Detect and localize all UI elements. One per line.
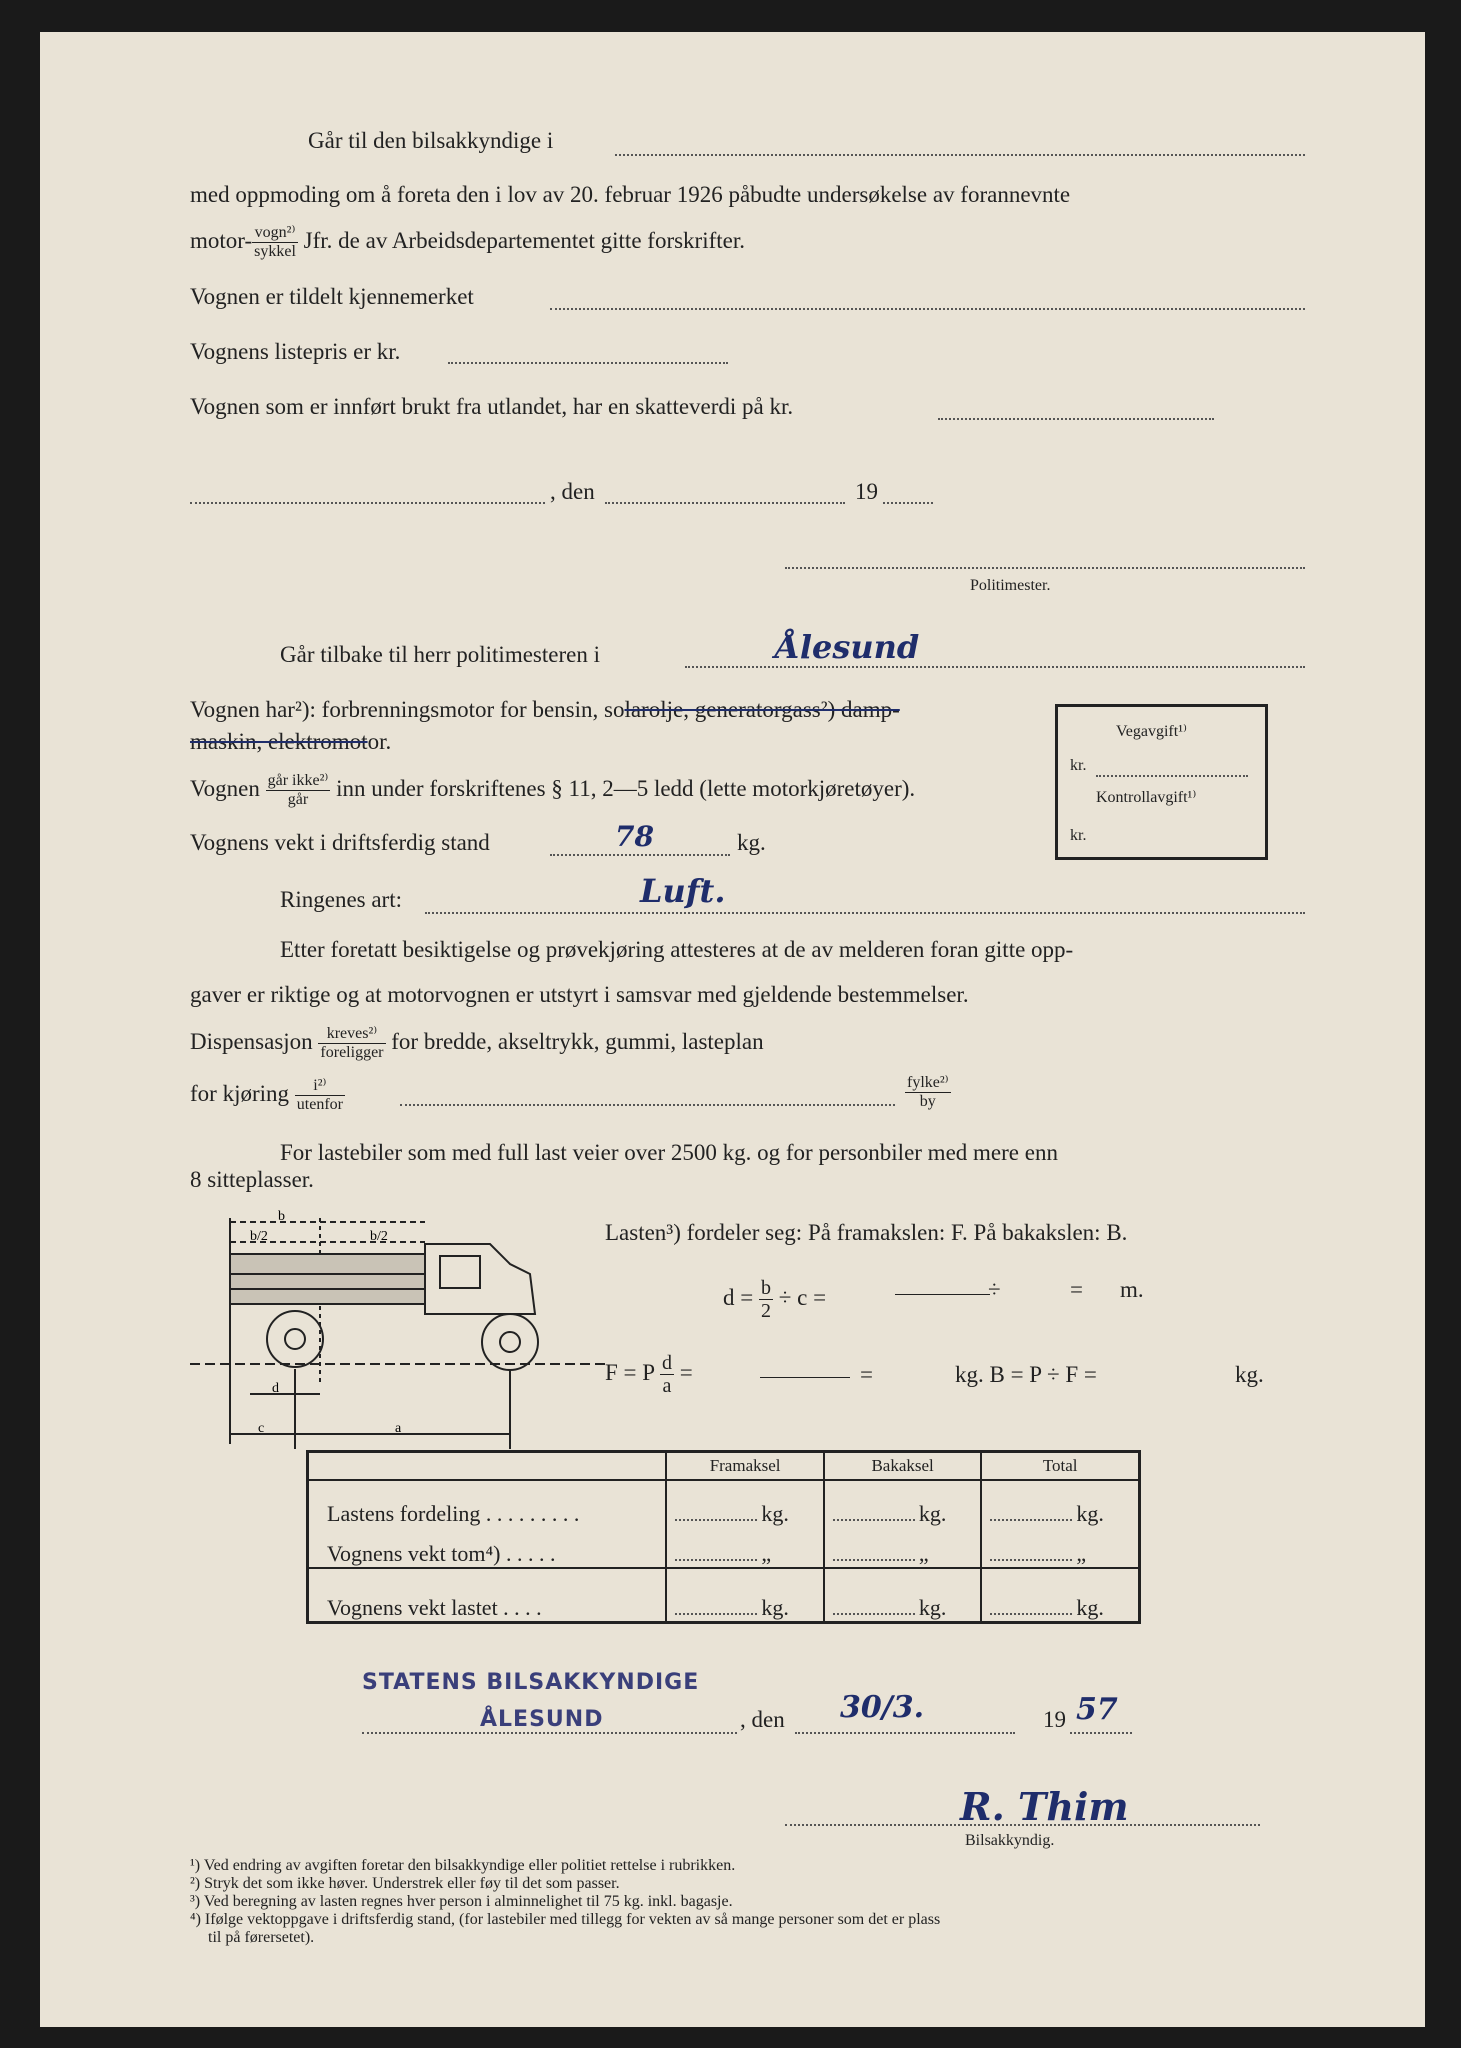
field-vegavgift[interactable] <box>1096 775 1248 777</box>
politimester-label: Politimester. <box>970 577 1051 594</box>
cell-unit: kg. <box>1076 1595 1104 1620</box>
footnote-3: ³) Ved beregning av lasten regnes hver person i alminnelighet til 75 kg. inkl. bagasje. <box>190 1893 733 1910</box>
cell-ditto: „ <box>761 1541 772 1566</box>
footnote-2: ²) Stryk det som ikke høver. Understrek eller føy til det som passer. <box>190 1875 620 1892</box>
line-oppmoding: med oppmoding om å foreta den i lov av 20. februar 1926 påbudte undersøkelse av forannevnte <box>190 182 1071 207</box>
field-kjoring[interactable] <box>400 1104 895 1106</box>
disp-prefix: Dispensasjon <box>190 1028 313 1054</box>
d-eq2: = <box>1070 1277 1083 1302</box>
field-date-1[interactable] <box>605 502 845 504</box>
handwritten-date: 30/3. <box>840 1690 925 1725</box>
cell-fram-2[interactable] <box>666 1527 824 1568</box>
field-politimester-signature[interactable] <box>785 567 1305 569</box>
gar-frac-num: går ikke²⁾ <box>267 772 329 789</box>
d-rest: ÷ c = <box>778 1284 827 1310</box>
d-unit: m. <box>1120 1277 1144 1302</box>
formula-d <box>723 1277 826 1322</box>
line-listepris: Vognens listepris er kr. <box>190 339 401 364</box>
cell-fram-3[interactable] <box>666 1568 824 1623</box>
handwritten-ringenes: Luft. <box>640 872 726 910</box>
vegavgift-label: Vegavgift¹⁾ <box>1116 723 1187 740</box>
formula-f <box>605 1352 693 1397</box>
fylke-fraction-wrap <box>905 1074 951 1111</box>
truck-label-b: b <box>278 1209 285 1224</box>
row-vekt-lastet: Vognens vekt lastet . . . . <box>308 1568 667 1623</box>
kontrollavgift-label: Kontrollavgift¹⁾ <box>1096 789 1197 806</box>
footnote-1: ¹) Ved endring av avgiften foretar den bilsakkyndige eller politiet rettelse i rubrikken. <box>190 1857 736 1874</box>
field-politimester-i[interactable] <box>685 666 1305 668</box>
field-vekt[interactable] <box>550 854 730 856</box>
den-label-2: , den <box>740 1707 785 1732</box>
disp-suffix: for bredde, akseltrykk, gummi, lasteplan <box>391 1028 764 1054</box>
table-header-total: Total <box>981 1452 1139 1481</box>
line-lastebiler-1: For lastebiler som med full last veier over 2500 kg. og for personbiler med mere enn <box>280 1140 1058 1165</box>
d-eq: d = <box>723 1284 754 1310</box>
f-rest: kg. B = P ÷ F = <box>955 1362 1097 1387</box>
field-year-2[interactable] <box>1070 1732 1132 1734</box>
f-eq1: = <box>679 1359 693 1385</box>
kontrollavgift-kr: kr. <box>1070 827 1087 844</box>
line-vognen-gar <box>190 772 915 809</box>
field-bilsakkyndige-i[interactable] <box>615 154 1305 156</box>
avgift-box <box>1055 704 1268 860</box>
stamp-line-1: STATENS BILSAKKYNDIGE <box>362 1670 700 1695</box>
line-motor <box>190 224 745 261</box>
line-dispensasjon <box>190 1025 764 1062</box>
truck-label-a: a <box>395 1421 402 1436</box>
motor-suffix: Jfr. de av Arbeidsdepartementet gitte forskrifter. <box>303 227 745 253</box>
line-etter-2: gaver er riktige og at motorvognen er utstyrt i samsvar med gjeldende bestemmelser. <box>190 982 969 1007</box>
field-date-2[interactable] <box>795 1732 1015 1734</box>
load-table <box>306 1450 1141 1624</box>
vognen-har-end: or. <box>367 729 392 754</box>
line-lastebiler-2: 8 sitteplasser. <box>190 1167 314 1192</box>
vognen-har-struck-2: maskin, elektromot <box>190 729 368 754</box>
f-den: a <box>662 1375 672 1397</box>
cell-fram-1[interactable] <box>666 1480 824 1527</box>
gar-fraction <box>266 772 331 809</box>
field-listepris[interactable] <box>448 362 728 364</box>
den-label-1: , den <box>550 479 595 504</box>
d-divide: ÷ <box>988 1277 1001 1302</box>
kjoring-fraction <box>295 1077 345 1114</box>
footnote-4: ⁴) Ifølge vektoppgave i driftsferdig stand, (for lastebiler med tillegg for vekten av så mange personer som det er plass <box>190 1911 941 1928</box>
vekt-unit: kg. <box>737 830 766 855</box>
vognen-har-struck: larolje, generatorgass²) damp- <box>624 697 900 722</box>
row-lastens-fordeling: Lastens fordeling . . . . . . . . . <box>327 1501 580 1526</box>
vognen-gar-prefix: Vognen <box>190 775 260 801</box>
motor-frac-num: vogn²⁾ <box>252 224 298 243</box>
cell-unit: kg. <box>918 1501 947 1526</box>
cell-bak-1[interactable] <box>824 1480 982 1527</box>
f-num: d <box>661 1352 672 1374</box>
fylke-frac-num: fylke²⁾ <box>907 1074 949 1091</box>
cell-ditto: „ <box>1076 1541 1087 1566</box>
line-etter-1: Etter foretatt besiktigelse og prøvekjøring attesteres at de av melderen foran gitte opp- <box>280 937 1074 962</box>
year-label-1: 19 <box>855 479 878 504</box>
cell-unit: kg. <box>1076 1501 1104 1526</box>
cell-total-2[interactable] <box>981 1527 1139 1568</box>
f-eq2: = <box>860 1362 873 1387</box>
bilsakkyndig-label: Bilsakkyndig. <box>965 1832 1055 1849</box>
cell-unit: kg. <box>918 1595 947 1620</box>
line-kjoring <box>190 1077 345 1114</box>
vognen-har-text: Vognen har²): forbrenningsmotor for bensin, so <box>190 697 625 722</box>
motor-frac-den: sykkel <box>254 243 296 260</box>
cell-bak-2[interactable] <box>824 1527 982 1568</box>
handwritten-year: 57 <box>1076 1692 1118 1727</box>
f-blank-line <box>760 1377 850 1378</box>
line-vekt: Vognens vekt i driftsferdig stand <box>190 830 490 855</box>
form-page <box>40 32 1425 2027</box>
handwritten-alesund: Ålesund <box>775 628 920 666</box>
cell-unit: kg. <box>761 1595 789 1620</box>
row-vekt-tom: Vognens vekt tom⁴) . . . . . <box>327 1541 556 1566</box>
field-kjennemerke[interactable] <box>550 308 1305 310</box>
field-place-1[interactable] <box>190 502 545 504</box>
line-innfort: Vognen som er innført brukt fra utlandet, har en skatteverdi på kr. <box>190 394 794 419</box>
table-header-framaksel: Framaksel <box>666 1452 824 1481</box>
footnote-4-cont: til på førersetet). <box>208 1929 315 1946</box>
cell-total-1[interactable] <box>981 1480 1139 1527</box>
truck-label-d: d <box>272 1381 279 1396</box>
f-unit: kg. <box>1235 1362 1264 1387</box>
d-blank-line <box>895 1294 990 1295</box>
field-ringenes[interactable] <box>425 912 1305 914</box>
truck-diagram <box>190 1204 610 1464</box>
kjoring-frac-den: utenfor <box>296 1096 343 1113</box>
table-header-row <box>308 1452 1140 1481</box>
disp-frac-den: foreligger <box>320 1044 384 1061</box>
cell-total-3[interactable] <box>981 1568 1139 1623</box>
motor-prefix: motor- <box>190 227 253 253</box>
line-vognen-har-2 <box>190 729 391 755</box>
stamp-line-2: ÅLESUND <box>480 1707 604 1732</box>
line-ringenes: Ringenes art: <box>280 887 402 912</box>
cell-ditto: „ <box>918 1541 929 1566</box>
line-gar-tilbake: Går tilbake til herr politimesteren i <box>280 642 600 667</box>
vognen-gar-suffix: inn under forskriftenes § 11, 2—5 ledd (lette motorkjøretøyer). <box>336 775 916 801</box>
table-row <box>308 1480 1140 1527</box>
fylke-frac-den: by <box>919 1093 936 1110</box>
d-over-a <box>660 1352 674 1397</box>
fylke-fraction <box>905 1074 951 1111</box>
line-kjennemerke: Vognen er tildelt kjennemerket <box>190 284 474 309</box>
b-num: b <box>760 1277 771 1299</box>
motor-fraction <box>252 224 298 261</box>
line-lasten: Lasten³) fordeler seg: På framakslen: F. På bakakslen: B. <box>605 1220 1128 1245</box>
kjoring-frac-num: i²⁾ <box>295 1077 345 1096</box>
f-eq: F = P <box>605 1359 655 1385</box>
handwritten-signature: R. Thim <box>960 1784 1129 1829</box>
field-year-1[interactable] <box>883 502 933 504</box>
vegavgift-kr: kr. <box>1070 757 1087 774</box>
year-label-2: 19 <box>1043 1707 1066 1732</box>
table-header-bakaksel: Bakaksel <box>824 1452 982 1481</box>
table-header-empty <box>308 1452 667 1481</box>
disp-fraction <box>318 1025 385 1062</box>
cell-bak-3[interactable] <box>824 1568 982 1623</box>
truck-label-c: c <box>258 1421 265 1436</box>
b-den: 2 <box>760 1300 771 1322</box>
line-gar-til: Går til den bilsakkyndige i <box>308 128 554 153</box>
line-vognen-har <box>190 697 900 723</box>
field-skatteverdi[interactable] <box>938 418 1214 420</box>
field-place-2[interactable] <box>362 1732 737 1734</box>
handwritten-vekt: 78 <box>615 820 654 853</box>
disp-frac-num: kreves²⁾ <box>318 1025 385 1044</box>
kjoring-prefix: for kjøring <box>190 1080 290 1106</box>
cell-unit: kg. <box>761 1501 789 1526</box>
truck-label-b2: b/2 <box>250 1229 268 1244</box>
table-row <box>308 1527 1140 1568</box>
truck-label-b2b: b/2 <box>370 1229 388 1244</box>
table-row <box>308 1568 1140 1623</box>
b-over-2 <box>759 1277 773 1322</box>
gar-frac-den: går <box>287 791 309 808</box>
